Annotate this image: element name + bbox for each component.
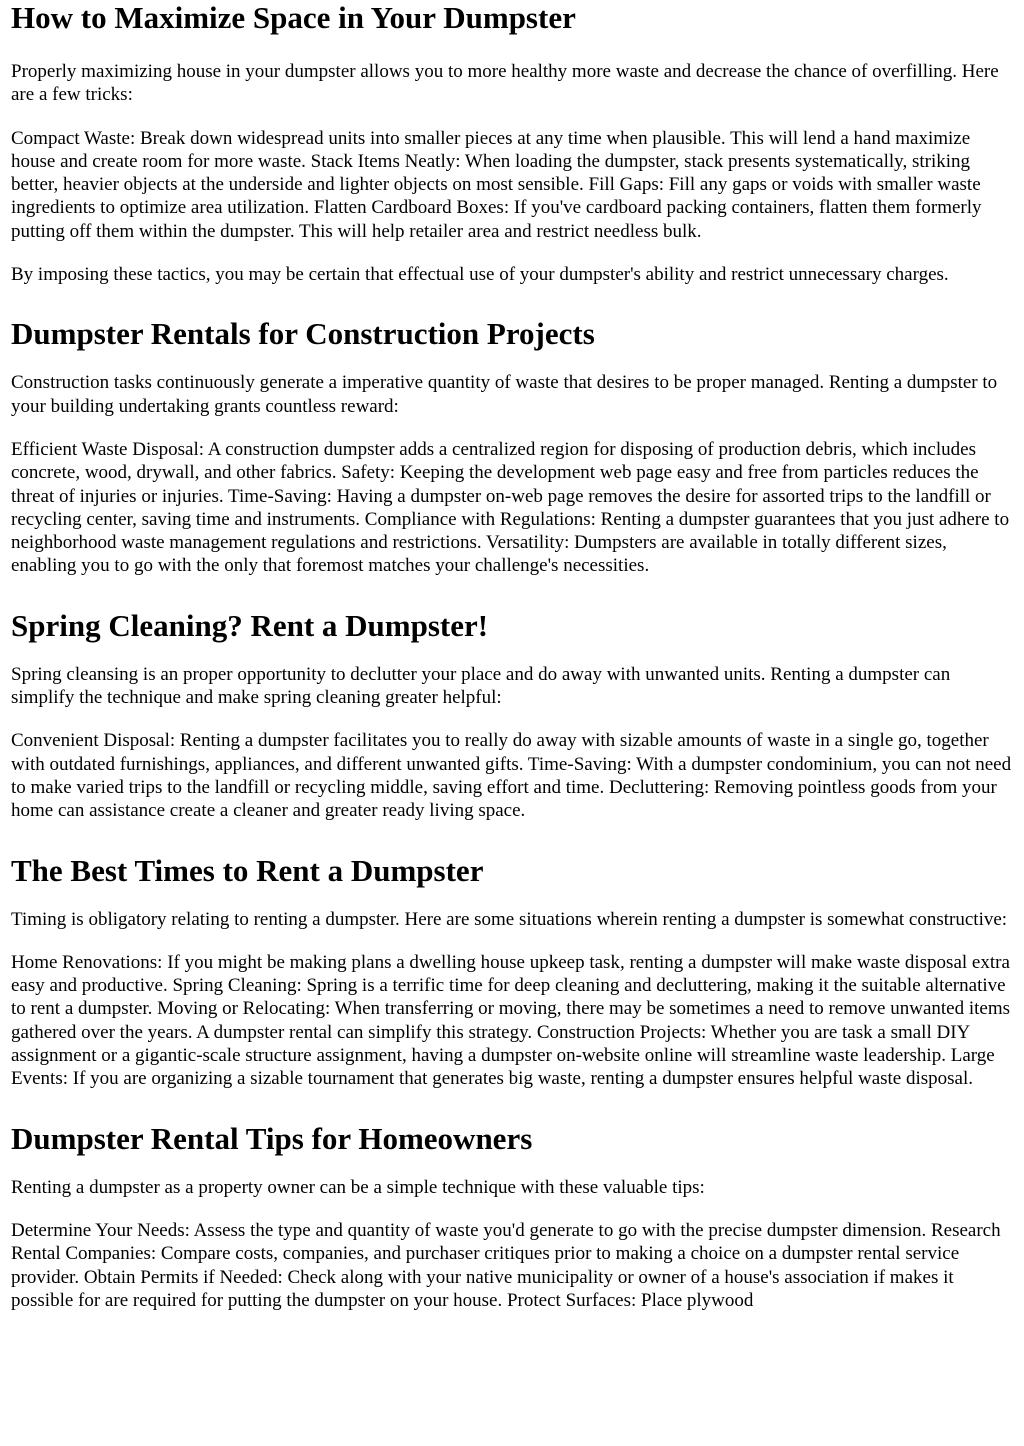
- section-intro-paragraph: Renting a dumpster as a property owner can be a simple technique with these valuable tips:: [11, 1176, 705, 1198]
- section-best-times: [11, 853, 1012, 1091]
- section-heading: How to Maximize Space in Your Dumpster: [11, 0, 576, 35]
- section-intro-paragraph: Construction tasks continuously generate a imperative quantity of waste that desires to be proper managed. Renting a dumpster to your building undertaking grants countless reward:: [11, 372, 998, 417]
- section-intro-paragraph: Spring cleansing is an proper opportunity to declutter your place and do away with unwanted units. Renting a dumpster can simplify the technique and make spring cleaning greater helpful:: [11, 663, 951, 709]
- section-intro-paragraph: Properly maximizing house in your dumpster allows you to more healthy more waste and decrease the chance of overfilling. Here are a few tricks:: [11, 61, 999, 106]
- section-maximize-space: [11, 0, 1012, 286]
- section-body-paragraph: Efficient Waste Disposal: A construction dumpster adds a centralized region for disposing of production debris, which includes concrete, wood, drywall, and other fabrics. Safety: Keeping the development web page easy and free from particles reduces the threat of injuries or injuries. Time-Saving: Having a dumpster on-web page removes the desire for assorted trips to the landfill or recycling center, saving time and instruments. Compliance with Regulations: Renting a dumpster guarantees that you just adhere to neighborhood waste management regulations and restrictions. Versatility: Dumpsters are available in totally different sizes, enabling you to go with the only that foremost matches your challenge's necessities.: [11, 438, 1010, 577]
- section-construction-projects: [11, 316, 1012, 577]
- section-intro-paragraph: Timing is obligatory relating to renting a dumpster. Here are some situations wherein renting a dumpster is somewhat constructive:: [11, 908, 1008, 930]
- section-body-paragraph: Compact Waste: Break down widespread units into smaller pieces at any time when plausible. This will lend a hand maximize house and create room for more waste. Stack Items Neatly: When loading the dumpster, stack presents systematically, striking better, heavier objects at the underside and lighter objects on most sensible. Fill Gaps: Fill any gaps or voids with smaller waste ingredients to optimize area utilization. Flatten Cardboard Boxes: If you've cardboard packing containers, flatten them formerly putting off them within the dumpster. This will help retailer area and restrict needless bulk.: [11, 127, 982, 242]
- section-closing-paragraph: By imposing these tactics, you may be certain that effectual use of your dumpster's ability and restrict unnecessary charges.: [11, 264, 949, 286]
- section-heading: Dumpster Rental Tips for Homeowners: [11, 1120, 533, 1156]
- section-spring-cleaning: [11, 608, 1012, 823]
- section-body-paragraph: Convenient Disposal: Renting a dumpster facilitates you to really do away with sizable amounts of waste in a single go, together with outdated furnishings, appliances, and different unwanted gifts. Time-Saving: With a dumpster condominium, you can not need to make varied trips to the landfill or recycling middle, saving effort and time. Decluttering: Removing pointless goods from your home can assistance create a cleaner and greater ready living space.: [11, 730, 1012, 822]
- section-body-paragraph: Home Renovations: If you might be making plans a dwelling house upkeep task, renting a dumpster will make waste disposal extra easy and productive. Spring Cleaning: Spring is a terrific time for deep cleaning and decluttering, making it the suitable alternative to rent a dumpster. Moving or Relocating: When transferring or moving, there may be sometimes a need to remove unwanted items gathered over the years. A dumpster rental can simplify this strategy. Construction Projects: Whether you are task a small DIY assignment or a gigantic-scale structure assignment, having a dumpster on-website online will streamline waste leadership. Large Events: If you are organizing a sizable tournament that generates big waste, renting a dumpster ensures helpful waste disposal.: [11, 951, 1011, 1090]
- section-heading: Spring Cleaning? Rent a Dumpster!: [11, 607, 489, 643]
- section-body-paragraph: Determine Your Needs: Assess the type and quantity of waste you'd generate to go with the precise dumpster dimension. Research Rental Companies: Compare costs, companies, and purchaser critiques prior to making a choice on a dumpster rental service provider. Obtain Permits if Needed: Check along with your native municipality or owner of a house's association if makes it possible for are required for putting the dumpster on your house. Protect Surfaces: Place plywood: [11, 1219, 1001, 1311]
- section-homeowner-tips: [11, 1121, 1012, 1312]
- section-heading: Dumpster Rentals for Construction Projects: [11, 316, 595, 352]
- section-heading: The Best Times to Rent a Dumpster: [11, 852, 484, 888]
